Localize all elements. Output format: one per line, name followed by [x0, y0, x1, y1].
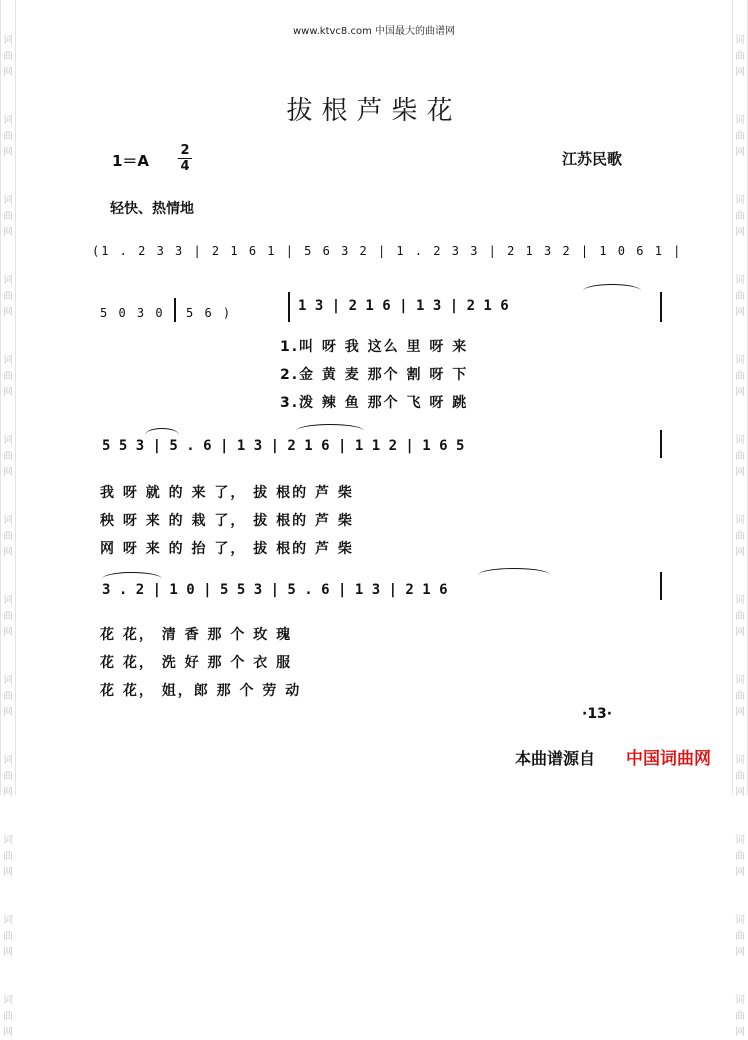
watermark-char: 词 — [735, 915, 745, 926]
watermark-char: 词 — [3, 755, 13, 766]
watermark-char: 词 — [3, 435, 13, 446]
watermark-char: 网 — [3, 307, 13, 318]
watermark-char: 曲 — [735, 691, 745, 702]
lyric-verse-2-line-1: 2.金 黄 麦 那个 割 呀 下 — [280, 367, 469, 383]
lyric-verse-1-line-2: 我 呀 就 的 来 了， 拔 根的 芦 柴 — [100, 485, 354, 501]
watermark-char: 曲 — [3, 371, 13, 382]
watermark-char: 网 — [735, 387, 745, 398]
site-header-url[interactable]: www.ktvc8.com 中国最大的曲谱网 — [292, 26, 455, 37]
watermark-char: 曲 — [3, 931, 13, 942]
tempo-marking: 轻快、热情地 — [110, 201, 194, 217]
notation-row-3: 5 5 3 | 5 . 6 | 1 3 | 2 1 6 | 1 1 2 | 1 6 5 — [102, 438, 465, 454]
watermark-char: 词 — [735, 195, 745, 206]
watermark-char: 曲 — [3, 531, 13, 542]
footer-brand-link[interactable]: 中国词曲网 — [626, 749, 711, 769]
notation-row-1: (1 . 2 3 3 | 2 1 6 1 | 5 6 3 2 | 1 . 2 3 3 | 2 1 3 2 | 1 0 6 1 | — [92, 244, 683, 258]
watermark-char: 词 — [735, 835, 745, 846]
watermark-char: 网 — [735, 867, 745, 878]
watermark-char: 词 — [3, 675, 13, 686]
watermark-char: 网 — [735, 307, 745, 318]
watermark-char: 曲 — [735, 131, 745, 142]
watermark-char: 曲 — [3, 451, 13, 462]
time-signature-bottom: 4 — [180, 159, 190, 174]
watermark-char: 曲 — [3, 851, 13, 862]
watermark-char: 网 — [3, 867, 13, 878]
watermark-char: 曲 — [735, 771, 745, 782]
lyric-verse-3-line-3: 花 花， 姐，郎 那 个 劳 动 — [100, 683, 302, 699]
watermark-char: 网 — [3, 67, 13, 78]
watermark-char: 网 — [735, 67, 745, 78]
watermark-char: 网 — [3, 467, 13, 478]
watermark-char: 曲 — [3, 1011, 13, 1022]
notation-row-4: 3 . 2 | 1 0 | 5 5 3 | 5 . 6 | 1 3 | 2 1 6 — [102, 582, 448, 598]
notation-row-2-a: 5 0 3 0 — [100, 306, 165, 320]
watermark-char: 网 — [735, 227, 745, 238]
lyric-verse-3-line-1: 3.泼 辣 鱼 那个 飞 呀 跳 — [280, 395, 469, 411]
lyric-verse-2-line-2: 秧 呀 来 的 栽 了， 拔 根的 芦 柴 — [100, 513, 354, 529]
lyric-verse-1-line-1: 1.叫 呀 我 这么 里 呀 来 — [280, 339, 469, 355]
watermark-char: 曲 — [735, 291, 745, 302]
slur-mark — [102, 572, 162, 579]
watermark-char: 网 — [3, 627, 13, 638]
watermark-char: 曲 — [735, 1011, 745, 1022]
slur-mark — [583, 284, 641, 291]
watermark-char: 曲 — [735, 371, 745, 382]
watermark-char: 网 — [735, 627, 745, 638]
watermark-char: 曲 — [3, 291, 13, 302]
watermark-char: 曲 — [3, 131, 13, 142]
watermark-char: 曲 — [735, 611, 745, 622]
notation-row-2-c: 1 3 | 2 1 6 | 1 3 | 2 1 6 — [298, 298, 509, 314]
lyric-verse-1-line-3: 花 花， 清 香 那 个 玫 瑰 — [100, 627, 293, 643]
song-title: 拔根芦柴花 — [286, 96, 462, 126]
slur-mark — [145, 428, 179, 435]
watermark-char: 网 — [3, 947, 13, 958]
watermark-char: 词 — [735, 755, 745, 766]
watermark-char: 词 — [3, 35, 13, 46]
barline — [660, 572, 662, 600]
watermark-char: 词 — [3, 115, 13, 126]
watermark-char: 词 — [3, 595, 13, 606]
watermark-char: 网 — [3, 227, 13, 238]
time-signature-top: 2 — [180, 143, 190, 158]
watermark-char: 网 — [735, 787, 745, 798]
watermark-char: 网 — [735, 147, 745, 158]
watermark-char: 网 — [735, 707, 745, 718]
page-number: ·13· — [582, 706, 613, 722]
watermark-char: 词 — [3, 275, 13, 286]
watermark-char: 词 — [735, 515, 745, 526]
watermark-char: 词 — [3, 195, 13, 206]
barline — [174, 298, 176, 322]
watermark-char: 曲 — [3, 691, 13, 702]
watermark-char: 曲 — [735, 851, 745, 862]
watermark-char: 网 — [735, 547, 745, 558]
watermark-char: 网 — [3, 547, 13, 558]
watermark-char: 词 — [735, 675, 745, 686]
watermark-char: 词 — [735, 355, 745, 366]
watermark-char: 曲 — [735, 931, 745, 942]
barline — [288, 292, 290, 322]
watermark-char: 网 — [3, 387, 13, 398]
barline — [660, 292, 662, 322]
watermark-char: 网 — [735, 1027, 745, 1038]
footer-source-label: 本曲谱源自 — [515, 749, 596, 768]
lyric-verse-3-line-2: 网 呀 来 的 抬 了， 拔 根的 芦 柴 — [100, 541, 354, 557]
watermark-char: 词 — [735, 995, 745, 1006]
watermark-char: 曲 — [735, 51, 745, 62]
notation-row-2-b: 5 6 ) — [186, 306, 233, 320]
watermark-char: 曲 — [3, 211, 13, 222]
watermark-char: 网 — [735, 947, 745, 958]
watermark-char: 词 — [735, 115, 745, 126]
watermark-char: 词 — [3, 515, 13, 526]
watermark-char: 网 — [3, 1027, 13, 1038]
watermark-char: 词 — [3, 995, 13, 1006]
watermark-char: 词 — [735, 595, 745, 606]
watermark-char: 词 — [3, 915, 13, 926]
key-signature: 1＝A — [112, 152, 150, 170]
watermark-char: 网 — [3, 787, 13, 798]
barline — [660, 430, 662, 458]
watermark-char: 曲 — [735, 211, 745, 222]
watermark-char: 曲 — [735, 531, 745, 542]
watermark-char: 曲 — [735, 451, 745, 462]
watermark-char: 词 — [735, 275, 745, 286]
watermark-char: 曲 — [3, 611, 13, 622]
slur-mark — [478, 568, 550, 575]
lyric-verse-2-line-3: 花 花， 洗 好 那 个 衣 服 — [100, 655, 293, 671]
watermark-char: 词 — [3, 355, 13, 366]
watermark-char: 网 — [3, 147, 13, 158]
time-signature — [178, 144, 192, 173]
song-source: 江苏民歌 — [562, 150, 623, 168]
watermark-char: 词 — [3, 835, 13, 846]
watermark-char: 词 — [735, 435, 745, 446]
slur-mark — [296, 424, 364, 431]
watermark-char: 曲 — [3, 771, 13, 782]
watermark-char: 网 — [3, 707, 13, 718]
watermark-char: 词 — [735, 35, 745, 46]
watermark-char: 网 — [735, 467, 745, 478]
watermark-char: 曲 — [3, 51, 13, 62]
